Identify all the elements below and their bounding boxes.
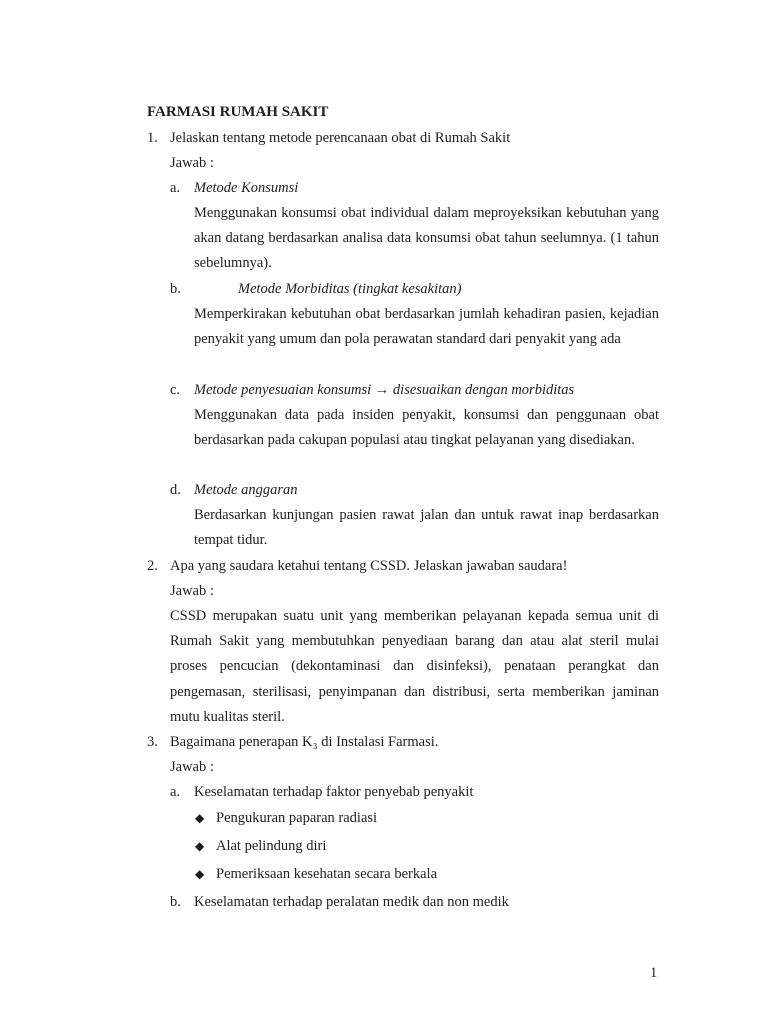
diamond-bullet-icon: ◆ [195,839,205,853]
item-1c-letter: c. [170,382,181,398]
question-1-text: Jelaskan tentang metode perencanaan obat di Rumah Sakit [170,130,511,146]
item-1c-body: Menggunakan data pada insiden penyakit, konsumsi dan penggunaan obat berdasarkan pada cakupan populasi atau tingkat pelayanan yang disediakan. [194,407,659,449]
question-2-number: 2. [147,558,158,574]
question-3-text: Bagaimana penerapan K₃ di Instalasi Farmasi. [170,734,439,750]
item-1a-body: Menggunakan konsumsi obat individual dalam meproyeksikan kebutuhan yang akan datang berdasarkan analisa data konsumsi obat tahun seelumnya. (1 tahun sebelumnya). [194,205,659,272]
question-3-answer-label: Jawab : [170,759,214,775]
item-1d-letter: d. [170,482,181,498]
item-3b-letter: b. [170,894,181,910]
diamond-bullet-icon: ◆ [195,867,205,881]
bullet-item: Pengukuran paparan radiasi [216,810,378,826]
item-1a-heading: Metode Konsumsi [194,180,299,196]
item-1d-heading: Metode anggaran [194,482,298,498]
bullet-item: Pemeriksaan kesehatan secara berkala [216,866,438,882]
question-3-number: 3. [147,734,158,750]
item-1b-heading: Metode Morbiditas (tingkat kesakitan) [238,281,462,297]
page-number: 1 [650,965,658,981]
item-3a-heading: Keselamatan terhadap faktor penyebab penyakit [194,784,474,800]
question-1-number: 1. [147,130,158,146]
item-3b-heading: Keselamatan terhadap peralatan medik dan non medik [194,894,509,910]
item-3a-letter: a. [170,784,181,800]
question-2-answer-label: Jawab : [170,583,214,599]
question-1-answer-label: Jawab : [170,155,214,171]
question-2-text: Apa yang saudara ketahui tentang CSSD. Jelaskan jawaban saudara! [170,558,568,574]
document-title: FARMASI RUMAH SAKIT [147,104,329,120]
bullet-item: Alat pelindung diri [216,838,327,854]
item-1a-letter: a. [170,180,181,196]
question-2-answer: CSSD merupakan suatu unit yang memberikan pelayanan kepada semua unit di Rumah Sakit yang membutuhkan penyediaan barang dan atau alat steril mulai proses pencucian (dekontaminasi dan disinfeksi), penataan perangkat dan pengemasan, sterilisasi, penyimpanan dan distribusi, serta memberikan jaminan mutu kualitas steril. [170,608,659,725]
item-1b-letter: b. [170,281,181,297]
item-1d-body: Berdasarkan kunjungan pasien rawat jalan dan untuk rawat inap berdasarkan tempat tidur. [194,507,659,549]
item-1c-heading: Metode penyesuaian konsumsi → disesuaikan dengan morbiditas [194,382,575,398]
item-1b-body: Memperkirakan kebutuhan obat berdasarkan jumlah kehadiran pasien, kejadian penyakit yang umum dan pola perawatan standard dari penyakit yang ada [194,306,659,348]
diamond-bullet-icon: ◆ [195,811,205,825]
